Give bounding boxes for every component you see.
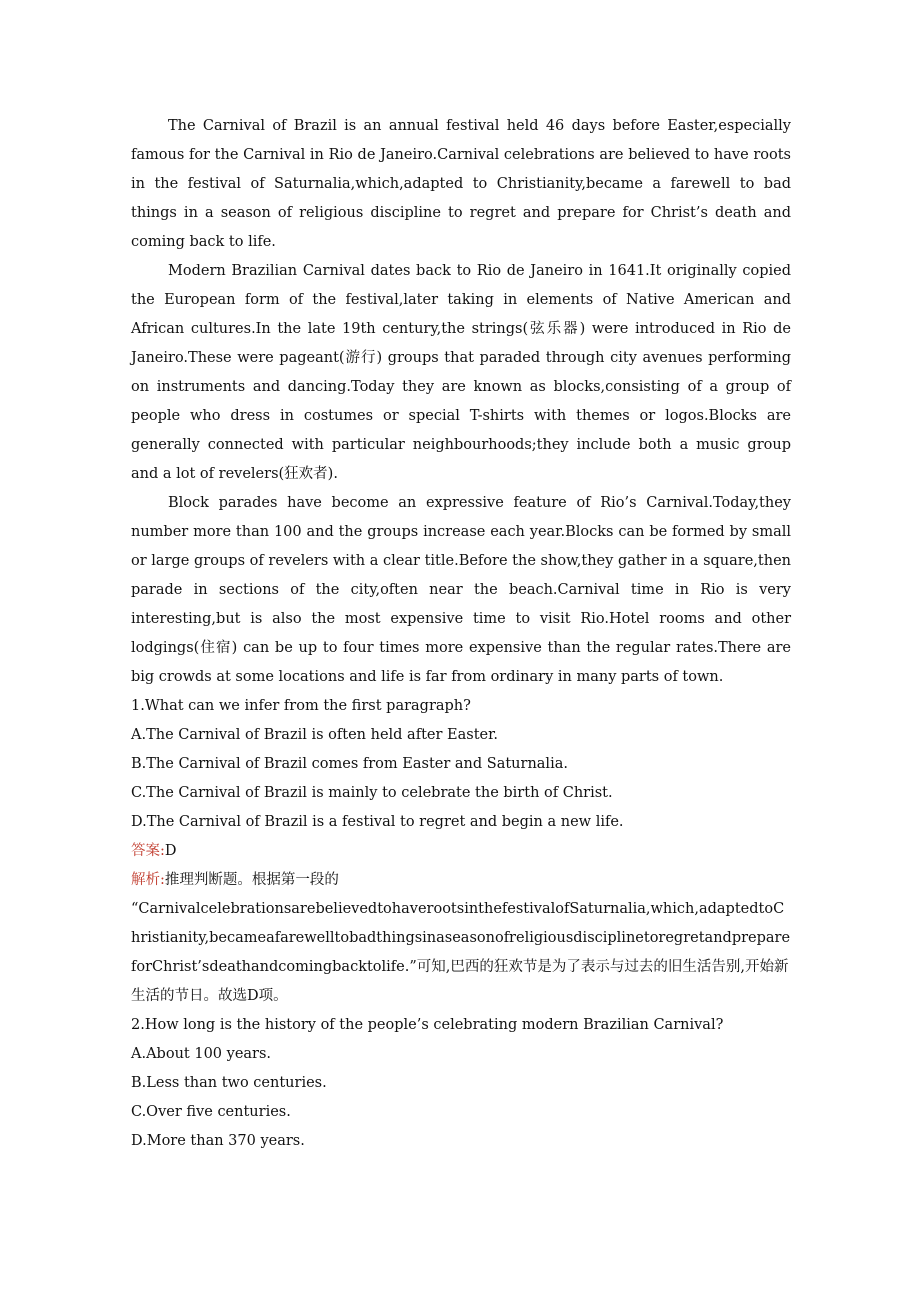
question-2: [131, 1011, 791, 1156]
question-1-option-c: C.The Carnival of Brazil is mainly to celebrate the birth of Christ.: [131, 785, 613, 801]
question-2-stem: 2.How long is the history of the people’s celebrating modern Brazilian Carnival?: [131, 1017, 724, 1033]
passage-paragraph-2: Modern Brazilian Carnival dates back to Rio de Janeiro in 1641.It originally copied the European form of the festival,later taking in elements of Native American and African cultures.In the late 19th century,the strings(弦乐器) were introduced in Rio de Janeiro.These were pageant(游行) groups that paraded through city avenues performing on instruments and dancing.Today they are known as blocks,consisting of a group of people who dress in costumes or special T-shirts with themes or logos.Blocks are generally connected with particular neighbourhoods;they include both a music group and a lot of revelers(狂欢者).: [131, 263, 791, 482]
question-1-option-a: A.The Carnival of Brazil is often held after Easter.: [131, 727, 499, 743]
passage-paragraph-1: The Carnival of Brazil is an annual festival held 46 days before Easter,especially famous for the Carnival in Rio de Janeiro.Carnival celebrations are believed to have roots in the festival of Saturnalia,which,adapted to Christianity,became a farewell to bad things in a season of religious discipline to regret and prepare for Christ’s death and coming back to life.: [131, 118, 791, 250]
answer-value: D: [164, 843, 177, 859]
question-1-answer: [131, 837, 791, 866]
passage-paragraph-3: Block parades have become an expressive feature of Rio’s Carnival.Today,they number more than 100 and the groups increase each year.Blocks can be formed by small or large groups of revelers with a clear title.Before the show,they gather in a square,then parade in sections of the city,often near the beach.Carnival time in Rio is very interesting,but is also the most expensive time to visit Rio.Hotel rooms and other lodgings(住宿) can be up to four times more expensive than the regular rates.There are big crowds at some locations and life is far from ordinary in many parts of town.: [131, 495, 791, 685]
question-1: [131, 692, 791, 1011]
analysis-quote: “CarnivalcelebrationsarebelievedtohaverootsinthefestivalofSaturnalia,which,adaptedtoChristianity,becameafarewelltobadthingsinaseasonofreligiousdisciplinetoregretandprepareforChrist’sdeathandcomingbacktolife.”可知,巴西的狂欢节是为了表示与过去的旧生活告别,开始新生活的节日。故选D项。: [131, 901, 791, 1004]
question-1-analysis: [131, 866, 791, 1011]
question-2-option-b: B.Less than two centuries.: [131, 1075, 327, 1091]
question-1-option-d: D.The Carnival of Brazil is a festival to regret and begin a new life.: [131, 814, 624, 830]
question-1-stem: 1.What can we infer from the first paragraph?: [131, 698, 471, 714]
question-2-option-d: D.More than 370 years.: [131, 1133, 305, 1149]
document-page: [131, 112, 791, 1156]
analysis-label: 解析:: [131, 872, 165, 888]
answer-label: 答案:: [131, 843, 165, 859]
question-2-option-c: C.Over five centuries.: [131, 1104, 291, 1120]
analysis-intro: 推理判断题。根据第一段的: [164, 872, 339, 888]
question-2-option-a: A.About 100 years.: [131, 1046, 272, 1062]
question-1-option-b: B.The Carnival of Brazil comes from Easter and Saturnalia.: [131, 756, 568, 772]
